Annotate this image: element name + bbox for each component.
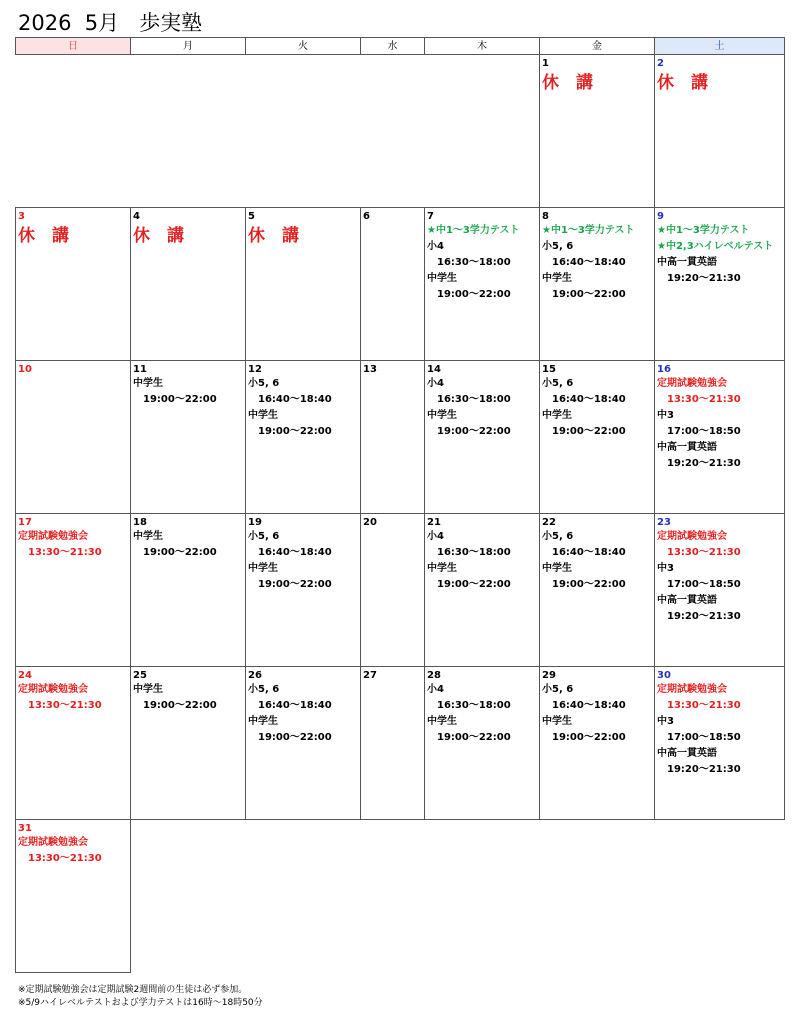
day-number: 24	[18, 670, 32, 681]
event-time: 13:30～21:30	[28, 547, 102, 558]
day-number: 8	[542, 211, 549, 222]
closed-label: 休 講	[18, 226, 69, 246]
event-label: 定期試験勉強会	[18, 837, 88, 848]
event-label: 中学生	[133, 531, 163, 542]
day-cell	[540, 208, 655, 361]
event-label: 中学生	[133, 684, 163, 695]
day-number: 1	[542, 58, 549, 69]
footnotes	[18, 984, 263, 1010]
closed-label: 休 講	[542, 73, 593, 93]
day-number: 15	[542, 364, 556, 375]
event-time: 19:00～22:00	[552, 579, 626, 590]
event-time: 19:00～22:00	[143, 394, 217, 405]
weekday-monday: 月	[131, 38, 246, 55]
empty-day-cell	[425, 820, 540, 973]
event-label: 中3	[657, 410, 674, 421]
day-cell	[246, 361, 361, 514]
event-time: 17:00～18:50	[667, 426, 741, 437]
event-label: 中3	[657, 563, 674, 574]
calendar-title: 2026 5月 歩実塾	[18, 11, 203, 35]
event-time: 13:30～21:30	[667, 394, 741, 405]
day-cell	[131, 667, 246, 820]
day-cell	[16, 208, 131, 361]
event-time: 16:40～18:40	[258, 700, 332, 711]
day-cell	[16, 361, 131, 514]
day-cell	[425, 514, 540, 667]
event-time: 13:30～21:30	[667, 700, 741, 711]
event-label: 中学生	[542, 563, 572, 574]
event-time: 17:00～18:50	[667, 579, 741, 590]
event-label: 中高一貫英語	[657, 257, 717, 268]
event-time: 19:00～22:00	[437, 732, 511, 743]
event-label: 中学生	[542, 273, 572, 284]
event-time: 13:30～21:30	[28, 700, 102, 711]
day-number: 20	[363, 517, 377, 528]
event-time: 16:30～18:00	[437, 394, 511, 405]
day-cell	[655, 55, 785, 208]
empty-day-cell	[540, 820, 655, 973]
event-label: 小5, 6	[542, 378, 574, 389]
day-number: 26	[248, 670, 262, 681]
day-number: 18	[133, 517, 147, 528]
event-label: 小5, 6	[248, 531, 280, 542]
day-cell	[16, 667, 131, 820]
empty-day-cell	[425, 55, 540, 208]
calendar-week-row	[16, 55, 785, 208]
day-cell	[540, 55, 655, 208]
day-number: 28	[427, 670, 441, 681]
calendar-week-row	[16, 361, 785, 514]
weekday-friday: 金	[540, 38, 655, 55]
event-time: 19:00～22:00	[552, 732, 626, 743]
event-label: 小4	[427, 531, 444, 542]
event-time: 16:30～18:00	[437, 700, 511, 711]
event-time: 19:20～21:30	[667, 611, 741, 622]
event-label: 定期試験勉強会	[657, 378, 727, 389]
event-time: 19:00～22:00	[258, 732, 332, 743]
day-cell	[131, 514, 246, 667]
day-cell	[425, 208, 540, 361]
event-label: 小4	[427, 241, 444, 252]
event-label: 中学生	[248, 410, 278, 421]
event-time: 16:40～18:40	[552, 700, 626, 711]
day-number: 14	[427, 364, 441, 375]
day-cell	[246, 514, 361, 667]
event-label: 小5, 6	[542, 531, 574, 542]
day-number: 30	[657, 670, 671, 681]
event-time: 13:30～21:30	[28, 853, 102, 864]
day-cell	[131, 361, 246, 514]
day-cell	[16, 820, 131, 973]
closed-label: 休 講	[657, 73, 708, 93]
day-number: 11	[133, 364, 147, 375]
day-number: 21	[427, 517, 441, 528]
calendar-week-row	[16, 667, 785, 820]
day-cell	[540, 514, 655, 667]
empty-day-cell	[131, 820, 246, 973]
day-cell	[655, 514, 785, 667]
footnote: ※定期試験勉強会は定期試験2週間前の生徒は必ず参加。	[18, 985, 248, 995]
test-label: ★中2,3ハイレベルテスト	[657, 241, 774, 252]
event-label: 中学生	[248, 563, 278, 574]
day-number: 25	[133, 670, 147, 681]
event-time: 19:00～22:00	[258, 426, 332, 437]
event-label: 中学生	[427, 716, 457, 727]
day-cell	[246, 208, 361, 361]
event-label: 中学生	[427, 410, 457, 421]
event-time: 16:30～18:00	[437, 257, 511, 268]
day-number: 19	[248, 517, 262, 528]
event-time: 17:00～18:50	[667, 732, 741, 743]
event-label: 小5, 6	[542, 684, 574, 695]
empty-day-cell	[655, 820, 785, 973]
calendar-week-row	[16, 208, 785, 361]
event-label: 小5, 6	[248, 378, 280, 389]
event-label: 中学生	[248, 716, 278, 727]
day-number: 7	[427, 211, 434, 222]
event-label: 定期試験勉強会	[657, 531, 727, 542]
empty-day-cell	[361, 55, 425, 208]
event-label: 小5, 6	[248, 684, 280, 695]
day-number: 9	[657, 211, 664, 222]
day-cell	[361, 208, 425, 361]
day-cell	[425, 361, 540, 514]
day-number: 23	[657, 517, 671, 528]
event-label: 中高一貫英語	[657, 595, 717, 606]
empty-day-cell	[131, 55, 246, 208]
event-time: 19:00～22:00	[258, 579, 332, 590]
weekday-wednesday: 水	[361, 38, 425, 55]
event-time: 19:20～21:30	[667, 273, 741, 284]
event-label: 小5, 6	[542, 241, 574, 252]
day-cell	[361, 361, 425, 514]
day-cell	[425, 667, 540, 820]
day-number: 29	[542, 670, 556, 681]
day-number: 3	[18, 211, 25, 222]
event-label: 中高一貫英語	[657, 442, 717, 453]
calendar-week-row	[16, 820, 785, 973]
day-cell	[655, 361, 785, 514]
day-number: 17	[18, 517, 32, 528]
day-number: 4	[133, 211, 140, 222]
event-time: 19:20～21:30	[667, 458, 741, 469]
day-number: 5	[248, 211, 255, 222]
event-label: 中学生	[542, 410, 572, 421]
event-label: 中高一貫英語	[657, 748, 717, 759]
event-time: 16:40～18:40	[552, 547, 626, 558]
event-label: 定期試験勉強会	[657, 684, 727, 695]
test-label: ★中1～3学力テスト	[427, 225, 520, 236]
day-number: 2	[657, 58, 664, 69]
event-time: 16:40～18:40	[552, 257, 626, 268]
event-time: 19:00～22:00	[552, 426, 626, 437]
day-cell	[246, 667, 361, 820]
event-time: 16:30～18:00	[437, 547, 511, 558]
event-label: 中学生	[542, 716, 572, 727]
test-label: ★中1～3学力テスト	[542, 225, 635, 236]
event-time: 13:30～21:30	[667, 547, 741, 558]
day-cell	[131, 208, 246, 361]
event-label: 中3	[657, 716, 674, 727]
test-label: ★中1～3学力テスト	[657, 225, 750, 236]
event-label: 中学生	[133, 378, 163, 389]
weekday-header-row	[16, 38, 785, 55]
day-cell	[655, 667, 785, 820]
event-time: 16:40～18:40	[258, 394, 332, 405]
empty-day-cell	[361, 820, 425, 973]
day-number: 10	[18, 364, 32, 375]
empty-day-cell	[246, 820, 361, 973]
event-time: 19:00～22:00	[552, 289, 626, 300]
day-cell	[655, 208, 785, 361]
day-number: 22	[542, 517, 556, 528]
weekday-sunday: 日	[16, 38, 131, 55]
event-time: 19:00～22:00	[143, 547, 217, 558]
calendar-grid	[15, 37, 785, 973]
weekday-thursday: 木	[425, 38, 540, 55]
calendar-week-row	[16, 514, 785, 667]
day-number: 6	[363, 211, 370, 222]
event-label: 小4	[427, 378, 444, 389]
event-label: 中学生	[427, 273, 457, 284]
day-cell	[361, 667, 425, 820]
day-cell	[16, 514, 131, 667]
day-cell	[540, 667, 655, 820]
day-cell	[361, 514, 425, 667]
event-label: 中学生	[427, 563, 457, 574]
weekday-saturday: 土	[655, 38, 785, 55]
event-label: 定期試験勉強会	[18, 531, 88, 542]
day-number: 12	[248, 364, 262, 375]
day-number: 27	[363, 670, 377, 681]
day-number: 13	[363, 364, 377, 375]
footnote: ※5/9ハイレベルテストおよび学力テストは16時～18時50分	[18, 998, 263, 1008]
event-time: 19:00～22:00	[437, 579, 511, 590]
day-number: 31	[18, 823, 32, 834]
event-time: 16:40～18:40	[258, 547, 332, 558]
closed-label: 休 講	[248, 226, 299, 246]
event-time: 19:00～22:00	[437, 426, 511, 437]
closed-label: 休 講	[133, 226, 184, 246]
day-number: 16	[657, 364, 671, 375]
event-label: 小4	[427, 684, 444, 695]
day-cell	[540, 361, 655, 514]
event-time: 16:40～18:40	[552, 394, 626, 405]
event-time: 19:00～22:00	[143, 700, 217, 711]
weekday-tuesday: 火	[246, 38, 361, 55]
event-label: 定期試験勉強会	[18, 684, 88, 695]
empty-day-cell	[16, 55, 131, 208]
calendar-body	[16, 55, 785, 973]
empty-day-cell	[246, 55, 361, 208]
event-time: 19:20～21:30	[667, 764, 741, 775]
event-time: 19:00～22:00	[437, 289, 511, 300]
